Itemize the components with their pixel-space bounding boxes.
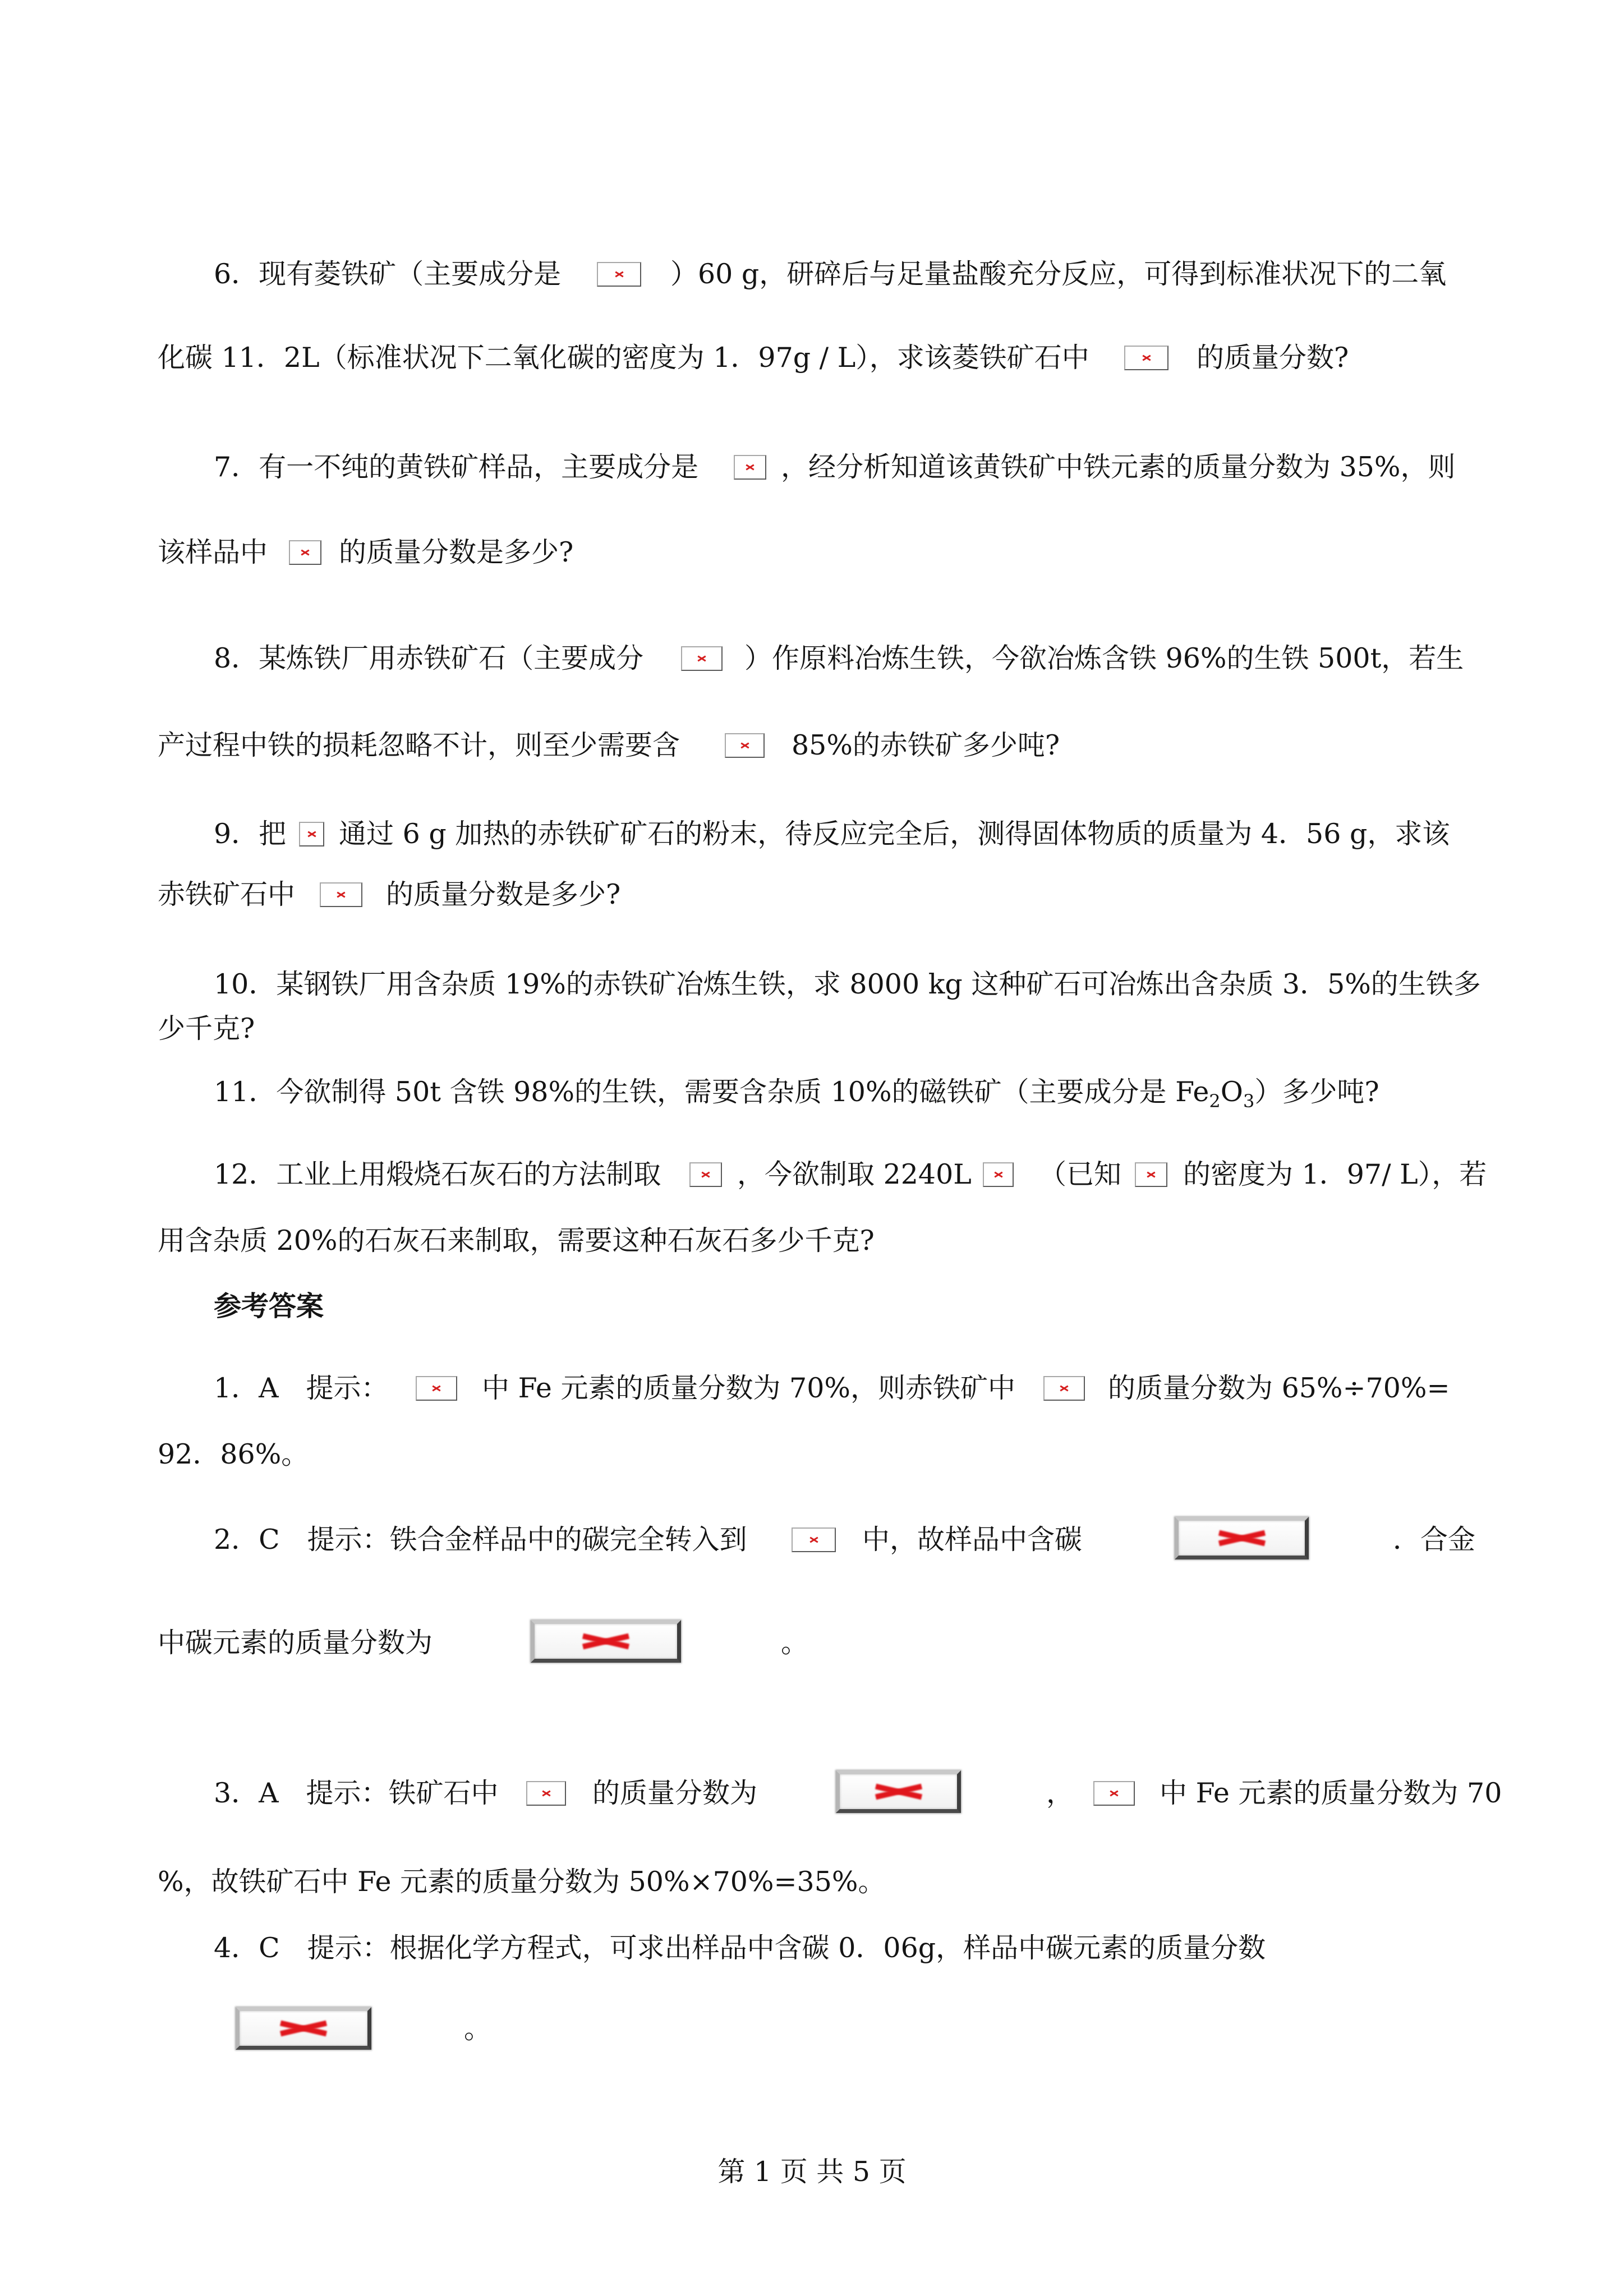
question-12-line-1-end: 的密度为 1．97/ L），若	[1183, 1158, 1487, 1190]
broken-image-icon	[531, 1620, 681, 1663]
question-8-line-2-start: 产过程中铁的损耗忽略不计，则至少需要含	[158, 729, 680, 761]
question-8-line-1-end: ）作原料冶炼生铁，今欲冶炼含铁 96%的生铁 500t，若生	[744, 642, 1464, 674]
subscript-3: 3	[1243, 1090, 1255, 1112]
broken-image-icon	[416, 1376, 457, 1401]
question-6-line-1-end: ）60 g，研碎后与足量盐酸充分反应，可得到标准状况下的二氧	[670, 258, 1447, 290]
broken-image-icon	[1135, 1162, 1167, 1187]
broken-image-icon	[1175, 1517, 1309, 1559]
question-9-line-2-start: 赤铁矿石中	[158, 878, 296, 910]
broken-image-icon	[836, 1770, 961, 1813]
answer-1-line-1-middle: 中 Fe 元素的质量分数为 70%，则赤铁矿中	[482, 1372, 1015, 1404]
question-12-line-1-part-2: ，今欲制取 2240L	[737, 1158, 972, 1190]
broken-image-icon	[236, 2007, 371, 2050]
question-11-text-end: ）多少吨?	[1254, 1076, 1379, 1108]
answer-2-line-1-end: ．合金	[1393, 1524, 1476, 1556]
answer-3-line-1-end: 中 Fe 元素的质量分数为 70	[1160, 1777, 1502, 1809]
answer-2-line-1-start: 2．C 提示：铁合金样品中的碳完全转入到	[214, 1524, 747, 1556]
question-7-line-2-end: 的质量分数是多少?	[339, 536, 574, 568]
question-10-line-1: 10．某钢铁厂用含杂质 19%的赤铁矿冶炼生铁，求 8000 kg 这种矿石可冶炼出含杂质 3．5%的生铁多	[214, 968, 1481, 1000]
question-7-line-1-start: 7．有一不纯的黄铁矿样品，主要成分是	[214, 451, 699, 483]
answer-3-line-1-start: 3．A 提示：铁矿石中	[214, 1777, 499, 1809]
question-8-line-2-end: 85%的赤铁矿多少吨?	[792, 729, 1060, 761]
question-8-line-1-start: 8．某炼铁厂用赤铁矿石（主要成分	[214, 642, 644, 674]
formula-oxygen: O	[1220, 1076, 1243, 1108]
answer-4-line-2-end: 。	[464, 2013, 492, 2045]
answer-4-line-1: 4．C 提示：根据化学方程式，可求出样品中含碳 0．06g，样品中碳元素的质量分数	[214, 1932, 1266, 1964]
broken-image-icon	[983, 1162, 1014, 1187]
answer-1-line-2: 92．86%。	[158, 1438, 309, 1470]
question-10-line-2: 少千克?	[158, 1013, 255, 1045]
broken-image-icon	[597, 262, 641, 287]
subscript-2: 2	[1209, 1090, 1221, 1112]
broken-image-icon	[681, 646, 723, 671]
question-12-line-1-start: 12．工业上用煅烧石灰石的方法制取	[214, 1158, 661, 1190]
answer-1-line-1-end: 的质量分数为 65%÷70%=	[1108, 1372, 1450, 1404]
question-9-line-2-end: 的质量分数是多少?	[386, 878, 621, 910]
page-footer: 第 1 页 共 5 页	[717, 2156, 907, 2188]
question-12-line-1-part-3: （已知	[1039, 1158, 1122, 1190]
question-7-line-2-start: 该样品中	[158, 536, 268, 568]
answer-2-line-2-start: 中碳元素的质量分数为	[158, 1627, 433, 1659]
broken-image-icon	[289, 540, 321, 565]
question-11-line	[214, 1076, 1379, 1112]
broken-image-icon	[689, 1162, 722, 1187]
broken-image-icon	[1093, 1781, 1135, 1806]
broken-image-icon	[725, 733, 765, 758]
broken-image-icon	[792, 1527, 836, 1552]
broken-image-icon	[526, 1781, 566, 1806]
broken-image-icon	[1124, 346, 1168, 370]
broken-image-icon	[299, 822, 324, 846]
answers-heading: 参考答案	[214, 1290, 324, 1322]
question-6-line-1-start: 6．现有菱铁矿（主要成分是	[214, 258, 562, 290]
question-9-line-1-end: 通过 6 g 加热的赤铁矿矿石的粉末，待反应完全后，测得固体物质的质量为 4．56 g，求该	[339, 818, 1450, 850]
question-6-line-2-end: 的质量分数?	[1197, 342, 1349, 374]
answer-3-line-1-part-3: ，	[1046, 1777, 1074, 1809]
answer-2-line-1-middle: 中，故样品中含碳	[862, 1524, 1083, 1556]
question-11-text: 11．今欲制得 50t 含铁 98%的生铁，需要含杂质 10%的磁铁矿（主要成分是 Fe	[214, 1076, 1209, 1108]
broken-image-icon	[734, 455, 766, 480]
answer-3-line-2: %，故铁矿石中 Fe 元素的质量分数为 50%×70%=35%。	[158, 1866, 886, 1898]
question-6-line-2-start: 化碳 11．2L（标准状况下二氧化碳的密度为 1．97g / L），求该菱铁矿石中	[158, 342, 1089, 374]
answer-1-line-1-start: 1．A 提示：	[214, 1372, 389, 1404]
question-9-line-1-start: 9．把	[214, 818, 287, 850]
answer-3-line-1-part-2: 的质量分数为	[592, 1777, 758, 1809]
broken-image-icon	[1043, 1376, 1085, 1401]
question-12-line-2: 用含杂质 20%的石灰石来制取，需要这种石灰石多少千克?	[158, 1225, 875, 1257]
question-7-line-1-end: ，经分析知道该黄铁矿中铁元素的质量分数为 35%，则	[781, 451, 1456, 483]
broken-image-icon	[320, 882, 362, 907]
answer-2-line-2-end: 。	[781, 1627, 809, 1659]
